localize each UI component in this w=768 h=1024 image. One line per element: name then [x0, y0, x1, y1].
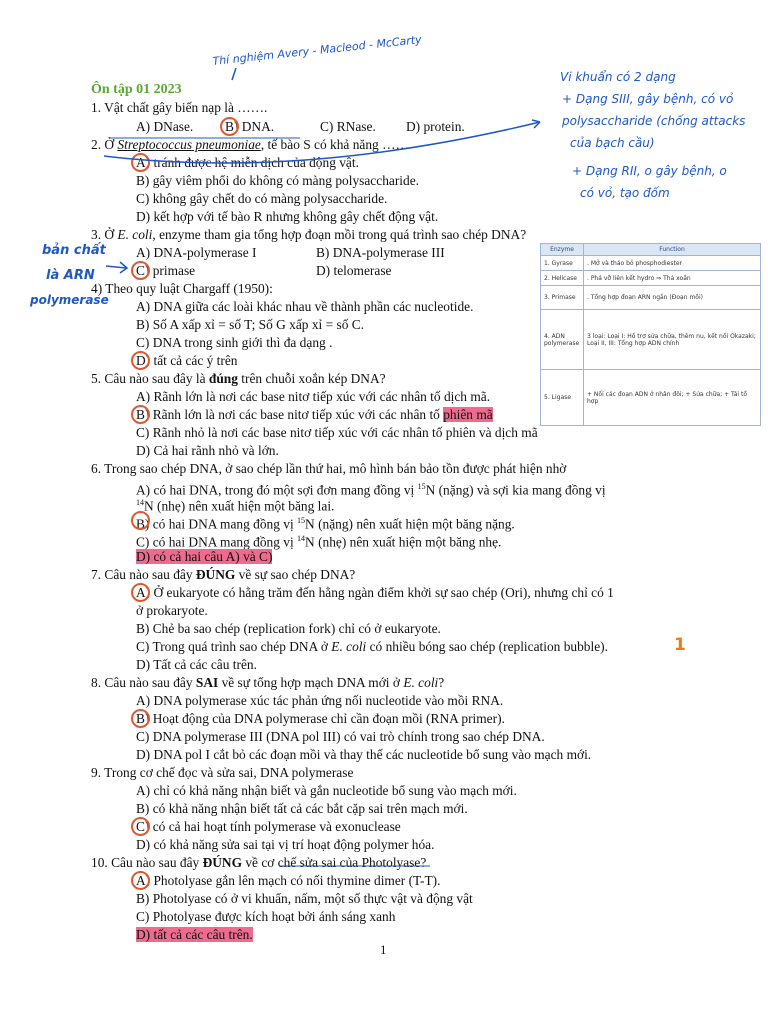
handwritten-note-right-1: Vi khuẩn có 2 dạng: [560, 70, 676, 84]
q9-option-b: B) có khả năng nhận biết tất cả các bắt cặp sai trên mạch mới.: [136, 801, 468, 816]
question-6-stem: 6. Trong sao chép DNA, ở sao chép lần thứ hai, mô hình bán bảo tồn được phát hiện nhờ: [91, 461, 567, 476]
table-row-function: . Tổng hợp đoạn ARN ngắn (Đoạn mồi): [584, 286, 761, 310]
table-row-enzyme: 1. Gyrase: [541, 256, 584, 271]
handwritten-note-right-3: polysaccharide (chống attacks: [562, 114, 746, 128]
question-2-stem: 2. Ở Streptococcus pneumoniae, tế bào S có khả năng ……: [91, 137, 409, 152]
answer-circle: [131, 261, 150, 280]
answer-circle: [131, 351, 150, 370]
q5-option-b: B) Rãnh lớn là nơi các base nitơ tiếp xúc với các nhân tố phiên mã: [136, 407, 493, 422]
table-header-enzyme: Enzyme: [541, 244, 584, 256]
q8-option-a: A) DNA polymerase xúc tác phản ứng nối nucleotide vào mồi RNA.: [136, 693, 504, 708]
q3-option-c: C) primase: [136, 263, 196, 278]
q9-option-c: C) có cả hai hoạt tính polymerase và exonuclease: [136, 819, 401, 834]
q2-option-d: D) kết hợp với tế bào R nhưng không gây chết động vật.: [136, 209, 439, 224]
table-row-function: 3 loại: Loại I: Hồ trợ sửa chữa, thêm nu, kết nối Okazaki; Loại II, III: Tổng hợp ADN chính: [584, 310, 761, 370]
q7-option-b: B) Chẻ ba sao chép (replication fork) chỉ có ở eukaryote.: [136, 621, 441, 636]
q10-option-d: D) tất cả các câu trên.: [136, 927, 253, 942]
table-row-enzyme: 2. Helicase: [541, 271, 584, 286]
answer-circle: [131, 817, 150, 836]
q6-option-a-line2: $^{14}$N (nhẹ) nên xuất hiện một băng lai.: [136, 498, 335, 514]
page-number: 1: [380, 942, 387, 957]
handwritten-note-left-1: bản chất: [42, 243, 106, 258]
question-4-stem: 4) Theo quy luật Chargaff (1950):: [91, 281, 273, 296]
answer-circle: [220, 117, 239, 136]
q9-option-d: D) có khả năng sửa sai tại vị trí hoạt động polymer hóa.: [136, 837, 435, 852]
q1-option-c: C) RNase.: [320, 119, 376, 134]
q3-option-b: B) DNA-polymerase III: [316, 245, 445, 260]
table-row-function: . Phá vỡ liên kết hydro ⇒ Thả xoắn: [584, 271, 761, 286]
q9-option-a: A) chỉ có khả năng nhận biết và gắn nucleotide bổ sung vào mạch mới.: [136, 783, 517, 798]
q8-option-d: D) DNA pol I cắt bỏ các đoạn mồi và thay thế các nucleotide bổ sung vào mạch mới.: [136, 747, 592, 762]
q6-option-a-line1: A) có hai DNA, trong đó một sợi đơn mang đồng vị $^{15}$N (nặng) và sợi kia mang đồng vị: [136, 482, 606, 498]
question-3-stem: 3. Ở E. coli, enzyme tham gia tổng hợp đoạn mồi trong quá trình sao chép DNA?: [91, 227, 527, 242]
q10-option-c: C) Photolyase được kích hoạt bởi ánh sáng xanh: [136, 909, 396, 924]
q2-option-b: B) gây viêm phổi do không có màng polysaccharide.: [136, 173, 419, 188]
question-9-stem: 9. Trong cơ chế đọc và sửa sai, DNA polymerase: [91, 765, 354, 780]
handwritten-note-top: Thí nghiệm Avery - Macleod - McCarty: [211, 33, 423, 68]
handwritten-note-right-2: + Dạng SIII, gây bệnh, có vỏ: [562, 92, 734, 106]
q2-option-c: C) không gây chết do có màng polysaccharide.: [136, 191, 388, 206]
q1-option-b: B) DNA.: [225, 119, 275, 134]
q7-option-d: D) Tất cả các câu trên.: [136, 657, 257, 672]
q6-option-d: D) có cả hai câu A) và C): [136, 549, 273, 564]
q5-option-c: C) Rãnh nhỏ là nơi các base nitơ tiếp xúc với các nhân tố phiên và dịch mã: [136, 425, 538, 440]
q5-option-a: A) Rãnh lớn là nơi các base nitơ tiếp xúc với các nhân tố dịch mã.: [136, 389, 491, 404]
q10-option-a: A) Photolyase gắn lên mạch có nối thymine dimer (T-T).: [136, 873, 441, 888]
handwritten-note-left-3: polymerase: [30, 293, 109, 307]
q4-option-b: B) Số A xấp xỉ = số T; Số G xấp xỉ = số C.: [136, 317, 365, 332]
handwritten-note-left-2: là ARN: [46, 268, 95, 283]
table-row-function: . Mở và tháo bỏ phosphodiester: [584, 256, 761, 271]
enzyme-function-table: [540, 243, 761, 426]
table-row-enzyme: 4. ADN polymerase: [541, 310, 584, 370]
handwritten-mark-1: 1: [674, 635, 686, 655]
table-header-function: Function: [584, 244, 761, 256]
q3-option-a: A) DNA-polymerase I: [136, 245, 257, 260]
handwritten-note-right-6: có vỏ, tạo đốm: [580, 186, 670, 200]
q8-option-b: B) Hoạt động của DNA polymerase chỉ cần đoạn mồi (RNA primer).: [136, 711, 505, 726]
question-10-stem: 10. Câu nào sau đây ĐÚNG về cơ chế sửa sai của Photolyase?: [91, 855, 427, 870]
q6-option-b: B) có hai DNA mang đồng vị $^{15}$N (nặng) nên xuất hiện một băng nặng.: [136, 516, 515, 532]
question-7-stem: 7. Câu nào sau đây ĐÚNG về sự sao chép DNA?: [91, 567, 356, 582]
q8-option-c: C) DNA polymerase III (DNA pol III) có vai trò chính trong sao chép DNA.: [136, 729, 545, 744]
q7-option-c: C) Trong quá trình sao chép DNA ở E. coli có nhiều bóng sao chép (replication bubble).: [136, 639, 608, 654]
q4-option-d: D) tất cả các ý trên: [136, 353, 238, 368]
q7-option-a-line2: ở prokaryote.: [136, 603, 208, 618]
handwritten-note-right-4: của bạch cầu): [570, 136, 655, 150]
table-row-function: + Nối các đoạn ADN ở nhân đôi; + Sửa chữa; + Tái tổ hợp: [584, 370, 761, 426]
answer-circle: [131, 709, 150, 728]
answer-circle: [131, 153, 150, 172]
q1-option-a: A) DNase.: [136, 119, 194, 134]
answer-circle: [131, 511, 150, 530]
question-5-stem: 5. Câu nào sau đây là đúng trên chuỗi xoắn kép DNA?: [91, 371, 386, 386]
table-row-enzyme: 3. Primase: [541, 286, 584, 310]
q7-option-a-line1: A) Ở eukaryote có hằng trăm đến hằng ngàn điểm khởi sự sao chép (Ori), nhưng chỉ có 1: [136, 585, 614, 600]
q5-option-d: D) Cả hai rãnh nhỏ và lớn.: [136, 443, 279, 458]
question-8-stem: 8. Câu nào sau đây SAI về sự tổng hợp mạch DNA mới ở E. coli?: [91, 675, 445, 690]
q10-option-b: B) Photolyase có ở vi khuẩn, nấm, một số thực vật và động vật: [136, 891, 473, 906]
document-title: Ôn tập 01 2023: [91, 82, 182, 97]
q3-option-d: D) telomerase: [316, 263, 392, 278]
answer-circle: [131, 405, 150, 424]
q4-option-a: A) DNA giữa các loài khác nhau về thành phần các nucleotide.: [136, 299, 474, 314]
question-1-stem: 1. Vật chất gây biến nạp là …….: [91, 100, 268, 115]
table-row-enzyme: 5. Ligase: [541, 370, 584, 426]
handwritten-note-right-5: + Dạng RII, o gây bệnh, o: [572, 164, 727, 178]
q4-option-c: C) DNA trong sinh giới thì đa dạng .: [136, 335, 333, 350]
q6-option-c: C) có hai DNA mang đồng vị $^{14}$N (nhẹ) nên xuất hiện một băng nhẹ.: [136, 534, 502, 550]
q1-option-d: D) protein.: [406, 119, 465, 134]
q2-option-a: A) tránh được hệ miễn dịch của động vật.: [136, 155, 359, 170]
answer-circle: [131, 583, 150, 602]
answer-circle: [131, 871, 150, 890]
